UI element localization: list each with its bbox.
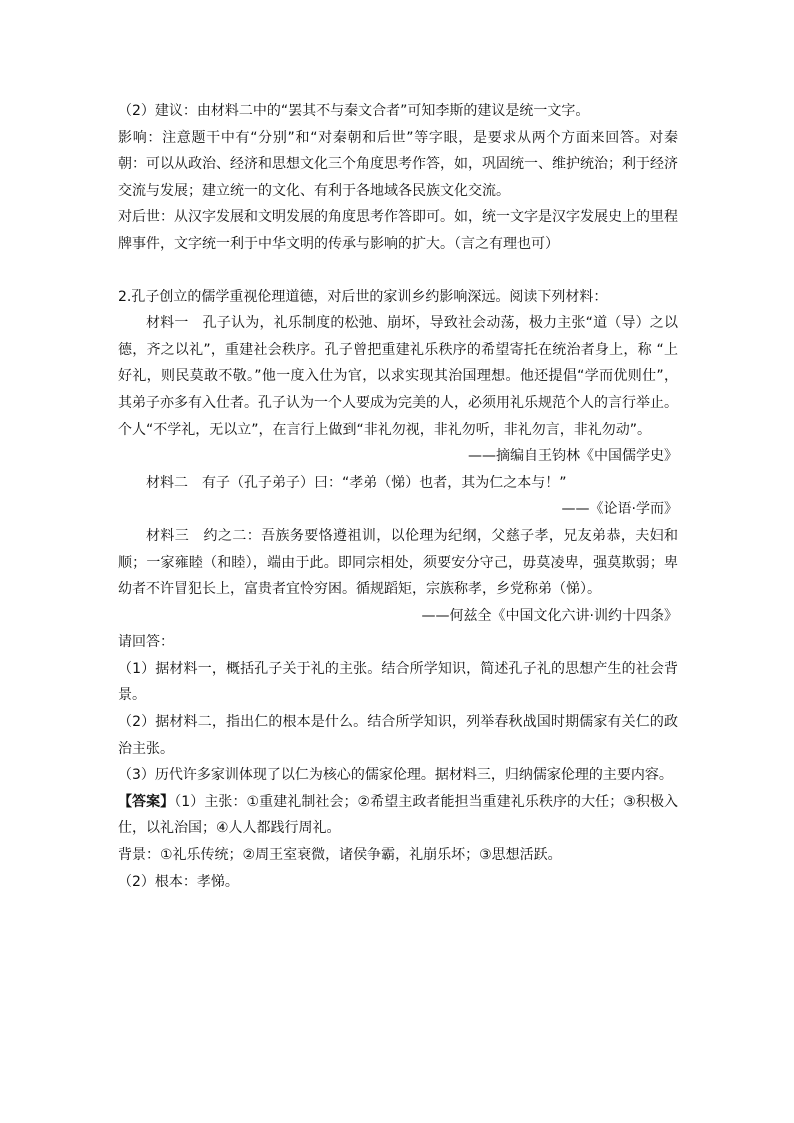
material-two-source: ——《论语·学而》 [561,501,678,518]
answer-label: 【答案】 [118,793,175,810]
background-answer: 背景：①礼乐传统；②周王室衰微，诸侯争霸，礼崩乐坏；③思想活跃。 [118,847,562,864]
answer-1 [118,789,678,842]
material-one-source: ——摘编自王钧林《中国儒学史》 [468,448,678,465]
later-generations-paragraph: 对后世：从汉字发展和文明发展的角度思考作答即可。如，统一文字是汉字发展史上的里程牌事件，文字统一利于中华文明的传承与影响的扩大。（言之有理也可） [118,209,678,252]
suggestion-paragraph: （2）建议：由材料二中的“罢其不与秦文合者”可知李斯的建议是统一文字。 [118,103,590,119]
answer-1-text: （1）主张：①重建礼制社会；②希望主政者能担当重建礼乐秩序的大任；③积极入仕，以礼治国；④人人都践行周礼。 [118,793,679,837]
sub-question-3: （3）历代许多家训体现了以仁为核心的儒家伦理。据材料三，归纳儒家伦理的主要内容。 [118,767,673,784]
document-body [118,98,678,895]
material-two: 材料二 有子（孔子弟子）曰：“孝弟（悌）也者，其为仁之本与！” [146,474,567,491]
influence-paragraph: 影响：注意题干中有“分别”和“对秦朝和后世”等字眼，是要求从两个方面来回答。对秦朝：可以从政治、经济和思想文化三个角度思考作答，如，巩固统一、维护统治；利于经济交流与发展；建立统一的文化、有利于各地域各民族文化交流。 [118,129,678,199]
spacer [118,258,678,284]
sub-question-1: （1）据材料一，概括孔子关于礼的主张。结合所学知识，简述孔子礼的思想产生的社会背景。 [118,660,678,704]
please-answer-label: 请回答： [118,634,174,651]
answer-2: （2）根本：孝悌。 [118,873,239,890]
question-stem: 2.孔子创立的儒学重视伦理道德，对后世的家训乡约影响深远。阅读下列材料： [118,288,608,305]
material-one: 材料一 孔子认为，礼乐制度的松弛、崩坏，导致社会动荡，极力主张“道（导）之以德，齐之以礼”，重建社会秩序。孔子曾把重建礼乐秩序的希望寄托在统治者身上，称 “上好礼，则民莫敢不敬。”他一度入仕为官，以求实现其治国理想。他还提倡“学而优则仕”，其弟子亦多有入仕者。孔子认为一个人要成为完美的人，必须用礼乐规范个人的言行举止。个人“不学礼，无以立”，在言行上做到“非礼勿视，非礼勿听，非礼勿言，非礼勿动”。 [118,315,678,438]
sub-question-2: （2）据材料二，指出仁的根本是什么。结合所学知识，列举春秋战国时期儒家有关仁的政治主张。 [118,714,678,757]
material-three-source: ——何兹全《中国文化六讲·训约十四条》 [421,607,678,624]
material-three: 材料三 约之二：吾族务要恪遵祖训，以伦理为纪纲，父慈子孝，兄友弟恭，夫妇和顺；一家雍睦（和睦），端由于此。即同宗相处，须要安分守己，毋莫凌卑，强莫欺弱；卑幼者不许冒犯长上，富贵者宜怜穷困。循规蹈矩，宗族称孝，乡党称弟（悌）。 [118,527,678,598]
